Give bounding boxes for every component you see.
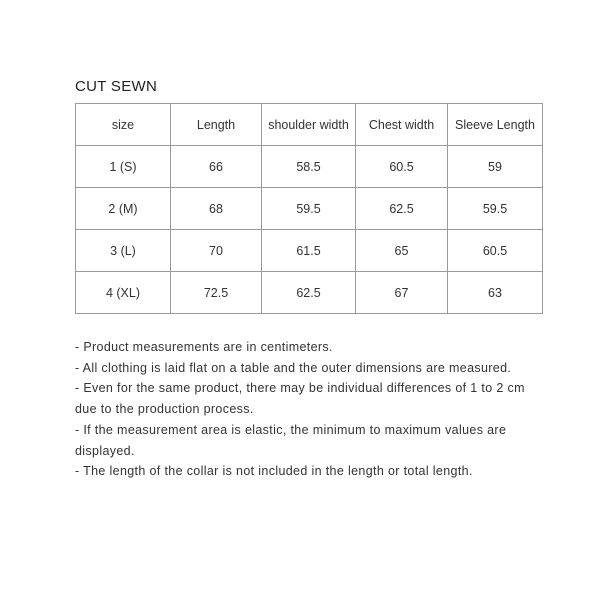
cell-size: 1 (S) [76,146,171,188]
table-row [76,188,543,230]
cell-chest-width: 65 [356,230,448,272]
cell-shoulder-width: 61.5 [262,230,356,272]
cell-sleeve-length: 59 [448,146,543,188]
note-item: - If the measurement area is elastic, the minimum to maximum values are displayed. [75,422,507,458]
cell-length: 66 [171,146,262,188]
cell-length: 72.5 [171,272,262,314]
header-length: Length [171,104,262,146]
table-header-row [76,104,543,146]
note-item: - Even for the same product, there may be individual differences of 1 to 2 cm due to the production process. [75,381,525,417]
cell-shoulder-width: 59.5 [262,188,356,230]
cell-chest-width: 60.5 [356,146,448,188]
cell-size: 4 (XL) [76,272,171,314]
cell-length: 70 [171,230,262,272]
cell-sleeve-length: 63 [448,272,543,314]
cell-sleeve-length: 60.5 [448,230,543,272]
note-item: - Product measurements are in centimeters. [75,340,333,354]
cell-chest-width: 62.5 [356,188,448,230]
header-shoulder-width: shoulder width [262,104,356,146]
note-item: - All clothing is laid flat on a table and the outer dimensions are measured. [75,360,512,375]
cell-size: 2 (M) [76,188,171,230]
cell-sleeve-length: 59.5 [448,188,543,230]
header-sleeve-length: Sleeve Length [448,104,543,146]
cell-length: 68 [171,188,262,230]
table-row [76,230,543,272]
note-item: - The length of the collar is not included in the length or total length. [75,464,473,479]
cell-shoulder-width: 62.5 [262,272,356,314]
header-size: size [76,104,171,146]
cell-shoulder-width: 58.5 [262,146,356,188]
measurement-notes [75,337,545,482]
page-title: CUT SEWN [75,78,158,95]
table-row [76,272,543,314]
cell-chest-width: 67 [356,272,448,314]
header-chest-width: Chest width [356,104,448,146]
cell-size: 3 (L) [76,230,171,272]
table-row [76,146,543,188]
size-chart-table [75,103,543,314]
